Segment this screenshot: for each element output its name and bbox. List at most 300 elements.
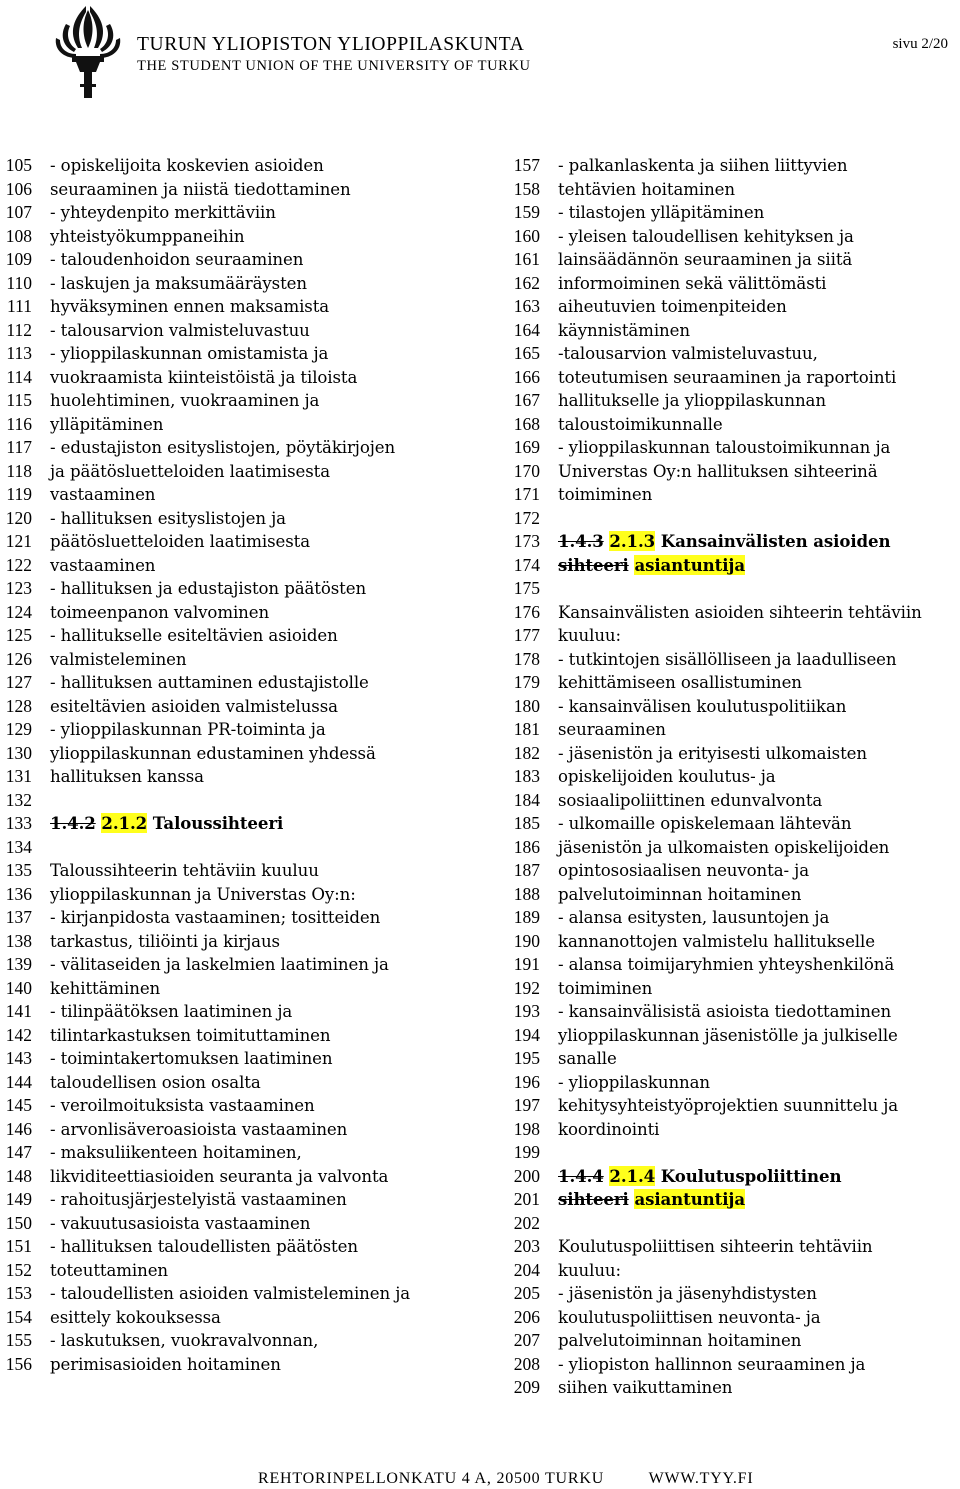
- text-line: [0, 1024, 480, 1048]
- line-number: 156: [5, 1353, 32, 1374]
- line-content: - tilinpäätöksen laatiminen ja: [50, 1002, 293, 1021]
- text-line: [0, 248, 480, 272]
- line-number: 130: [5, 742, 32, 763]
- line-number: 128: [5, 695, 32, 716]
- line-text: [558, 225, 854, 249]
- line-text: [558, 906, 829, 930]
- line-text: [50, 648, 186, 672]
- text-line: [0, 765, 480, 789]
- text-line: [0, 1165, 480, 1189]
- line-content: kannanottojen valmistelu hallitukselle: [558, 931, 875, 951]
- section-heading: [558, 554, 745, 578]
- line-text: [50, 1047, 332, 1071]
- text-line: [0, 1000, 480, 1024]
- line-number: 139: [5, 954, 32, 974]
- line-content: - taloudenhoidon seuraaminen: [50, 250, 304, 269]
- line-number: 163: [513, 296, 540, 316]
- line-number: 138: [5, 930, 32, 951]
- text-line: [490, 295, 960, 319]
- text-line: [0, 648, 480, 672]
- line-text: [558, 154, 848, 178]
- line-number: 146: [5, 1118, 32, 1139]
- line-number: 195: [513, 1048, 540, 1068]
- line-number: 105: [5, 155, 32, 175]
- deleted-text: 1.4.3: [558, 531, 604, 551]
- line-text: [50, 577, 366, 601]
- line-content: toteuttaminen: [50, 1260, 169, 1280]
- text-line: [0, 1188, 480, 1212]
- text-line: [0, 413, 480, 437]
- line-text: [50, 248, 303, 272]
- line-text: [50, 554, 155, 578]
- text-line: [490, 319, 960, 343]
- line-number: 109: [5, 249, 32, 269]
- text-line: [0, 930, 480, 954]
- text-line: [490, 1353, 960, 1377]
- line-text: [50, 765, 204, 789]
- line-text: [558, 930, 875, 954]
- section-heading: [558, 1188, 745, 1212]
- line-content: - jäsenistön ja jäsenyhdistysten: [558, 1284, 817, 1303]
- line-number: 175: [513, 578, 540, 598]
- line-content: toteutumisen seuraaminen ja raportointi: [558, 367, 897, 387]
- text-line: [490, 178, 960, 202]
- line-text: [50, 1353, 281, 1377]
- inserted-highlight-text: 2.1.3: [609, 531, 656, 551]
- text-line: [0, 671, 480, 695]
- inserted-highlight-text: 2.1.2: [101, 813, 148, 833]
- line-content: hallituksen kanssa: [50, 767, 204, 786]
- line-content: - ylioppilaskunnan PR-toiminta ja: [50, 720, 326, 739]
- line-number: 127: [5, 672, 32, 692]
- line-content: - toimintakertomuksen laatiminen: [50, 1049, 333, 1068]
- line-text: [50, 1000, 292, 1024]
- text-line: [0, 742, 480, 766]
- text-line: [490, 225, 960, 249]
- line-content: kehittäminen: [50, 978, 161, 998]
- line-text: [558, 389, 826, 413]
- line-text: [50, 742, 376, 766]
- text-line: [0, 1212, 480, 1236]
- line-number: 134: [5, 836, 32, 857]
- text-line: [490, 154, 960, 178]
- text-line: [490, 601, 960, 625]
- line-number: 151: [5, 1236, 32, 1256]
- text-line: [0, 201, 480, 225]
- line-content: - tilastojen ylläpitäminen: [558, 203, 765, 222]
- line-number: 125: [5, 625, 32, 645]
- section-heading: [558, 530, 890, 554]
- line-number: 136: [5, 883, 32, 904]
- line-text: [558, 695, 846, 719]
- line-number: 111: [7, 296, 32, 316]
- text-line: [0, 389, 480, 413]
- line-text: [558, 1000, 891, 1024]
- line-number: 186: [513, 836, 540, 857]
- line-text: [50, 225, 244, 249]
- line-content: seuraaminen ja niistä tiedottaminen: [50, 179, 351, 199]
- line-number: 114: [6, 366, 32, 387]
- text-line: [0, 977, 480, 1001]
- line-content: palvelutoiminnan hoitaminen: [558, 1331, 802, 1350]
- line-text: [50, 671, 369, 695]
- line-number: 192: [513, 977, 540, 998]
- text-line: [0, 530, 480, 554]
- line-number: 203: [513, 1236, 540, 1256]
- line-content: kehittämiseen osallistuminen: [558, 673, 802, 692]
- deleted-text: 1.4.2: [50, 813, 96, 833]
- line-content: vastaaminen: [50, 555, 156, 575]
- line-text: [558, 836, 889, 860]
- text-line: [490, 1329, 960, 1353]
- line-text: [50, 460, 330, 484]
- line-text: [558, 624, 621, 648]
- text-line: [490, 695, 960, 719]
- line-text: [558, 1282, 817, 1306]
- line-number: 191: [513, 954, 540, 974]
- text-line: [0, 225, 480, 249]
- line-content: ylioppilaskunnan edustaminen yhdessä: [50, 743, 376, 763]
- org-name-finnish: TURUN YLIOPISTON YLIOPPILASKUNTA: [137, 34, 525, 55]
- text-line: [490, 906, 960, 930]
- line-number: 121: [5, 531, 32, 551]
- text-line: [0, 1071, 480, 1095]
- line-content: - laskujen ja maksumääräysten: [50, 273, 307, 293]
- line-content: esiteltävien asioiden valmistelussa: [50, 696, 338, 716]
- line-number: 122: [5, 554, 32, 575]
- line-text: [558, 648, 897, 672]
- line-content: - ulkomaille opiskelemaan lähtevän: [558, 814, 852, 833]
- line-number: 197: [513, 1095, 540, 1115]
- line-number: 202: [513, 1212, 540, 1233]
- line-content: käynnistäminen: [558, 320, 690, 340]
- line-text: [50, 1165, 388, 1189]
- line-content: ylläpitäminen: [50, 414, 164, 434]
- text-line: [490, 460, 960, 484]
- line-content: esittely kokouksessa: [50, 1307, 221, 1327]
- line-number: 145: [5, 1095, 32, 1115]
- line-number: 160: [513, 225, 540, 246]
- line-number: 162: [513, 272, 540, 293]
- text-line: [490, 554, 960, 578]
- line-number: 206: [513, 1306, 540, 1327]
- line-text: [50, 883, 356, 907]
- line-content: palvelutoiminnan hoitaminen: [558, 884, 802, 904]
- deleted-text: sihteeri: [558, 554, 629, 575]
- line-content: - kansainvälisistä asioista tiedottaminen: [558, 1002, 892, 1021]
- line-content: - yliopiston hallinnon seuraaminen ja: [558, 1354, 866, 1374]
- torch-logo-icon: [52, 2, 124, 100]
- line-number: 147: [5, 1142, 32, 1162]
- line-number: 196: [513, 1071, 540, 1092]
- line-text: [50, 1024, 330, 1048]
- line-content: vuokraamista kiinteistöistä ja tiloista: [50, 367, 358, 387]
- line-text: [50, 1306, 221, 1330]
- line-text: [558, 789, 822, 813]
- line-number: 180: [513, 695, 540, 716]
- line-content: tarkastus, tiliöinti ja kirjaus: [50, 931, 280, 951]
- text-line: [0, 789, 480, 813]
- line-text: [50, 859, 319, 883]
- line-content: - yhteydenpito merkittäviin: [50, 203, 276, 222]
- text-line: [490, 1047, 960, 1071]
- line-content: ylioppilaskunnan jäsenistölle ja julkiselle: [558, 1025, 898, 1045]
- text-line: [490, 272, 960, 296]
- text-line: [0, 1259, 480, 1283]
- text-line: [0, 953, 480, 977]
- line-number: 184: [513, 789, 540, 810]
- line-text: [558, 718, 666, 742]
- text-line: [490, 765, 960, 789]
- text-line: [0, 1118, 480, 1142]
- text-line: [490, 1118, 960, 1142]
- line-text: [50, 977, 160, 1001]
- line-number: 183: [513, 766, 540, 786]
- line-content: - laskutuksen, vuokravalvonnan,: [50, 1331, 319, 1350]
- line-text: [558, 1024, 898, 1048]
- line-number: 198: [513, 1118, 540, 1139]
- line-content: aiheutuvien toimenpiteiden: [558, 297, 787, 316]
- line-content: - tutkintojen sisällölliseen ja laadulliseen: [558, 649, 897, 669]
- line-number: 123: [5, 578, 32, 598]
- line-number: 209: [513, 1377, 540, 1397]
- line-text: [50, 906, 380, 930]
- text-line: [490, 530, 960, 554]
- text-line: [490, 1282, 960, 1306]
- line-number: 140: [5, 977, 32, 998]
- line-content: - edustajiston esityslistojen, pöytäkirjojen: [50, 438, 396, 457]
- line-text: [50, 154, 324, 178]
- line-text: [50, 1329, 318, 1353]
- line-number: 176: [513, 601, 540, 622]
- line-text: [558, 601, 922, 625]
- line-text: [50, 178, 351, 202]
- line-content: toimiminen: [558, 485, 653, 504]
- text-line: [0, 1306, 480, 1330]
- line-number: 137: [5, 907, 32, 927]
- line-content: taloustoimikunnalle: [558, 414, 723, 434]
- line-number: 204: [513, 1259, 540, 1280]
- text-line: [490, 1188, 960, 1212]
- line-text: [558, 859, 809, 883]
- line-text: [558, 1047, 617, 1071]
- text-line: [490, 1024, 960, 1048]
- line-content: - jäsenistön ja erityisesti ulkomaisten: [558, 743, 867, 763]
- text-line: [490, 977, 960, 1001]
- line-text: [558, 1376, 732, 1400]
- line-content: opiskelijoiden koulutus- ja: [558, 767, 776, 786]
- line-content: - veroilmoituksista vastaaminen: [50, 1096, 315, 1115]
- line-text: [50, 1282, 410, 1306]
- line-text: [558, 201, 764, 225]
- text-line: [0, 859, 480, 883]
- line-number: 194: [513, 1024, 540, 1045]
- line-text: [558, 413, 723, 437]
- line-number: 181: [513, 719, 540, 739]
- line-text: [558, 1118, 659, 1142]
- line-content: valmisteleminen: [50, 649, 187, 669]
- line-number: 174: [513, 554, 540, 575]
- line-text: [558, 671, 802, 695]
- inserted-highlight-text: 2.1.4: [609, 1165, 656, 1186]
- page-number: sivu 2/20: [892, 36, 948, 52]
- section-heading: [558, 1165, 841, 1189]
- line-number: 141: [5, 1001, 32, 1021]
- line-number: 152: [5, 1259, 32, 1280]
- line-content: päätösluetteloiden laatimisesta: [50, 532, 310, 551]
- text-line: [0, 319, 480, 343]
- text-line: [490, 413, 960, 437]
- line-content: vastaaminen: [50, 485, 156, 504]
- line-number: 126: [5, 648, 32, 669]
- line-number: 164: [513, 319, 540, 340]
- line-number: 144: [5, 1071, 32, 1092]
- text-line: [490, 836, 960, 860]
- line-text: [50, 342, 328, 366]
- line-number: 131: [5, 766, 32, 786]
- line-text: [50, 930, 280, 954]
- line-number: 171: [513, 484, 540, 504]
- line-number: 190: [513, 930, 540, 951]
- text-line: [490, 1235, 960, 1259]
- line-number: 117: [6, 437, 32, 457]
- line-number: 178: [513, 648, 540, 669]
- line-number: 207: [513, 1330, 540, 1350]
- line-content: - arvonlisäveroasioista vastaaminen: [50, 1119, 348, 1139]
- line-number: 185: [513, 813, 540, 833]
- text-line: [490, 389, 960, 413]
- line-number: 177: [513, 625, 540, 645]
- text-line: [0, 460, 480, 484]
- text-line: [0, 1282, 480, 1306]
- line-content: - välitaseiden ja laskelmien laatiminen ja: [50, 955, 389, 974]
- line-text: [558, 436, 890, 460]
- line-text: [50, 366, 357, 390]
- text-line: [490, 1071, 960, 1095]
- text-line: [0, 718, 480, 742]
- line-content: kuuluu:: [558, 626, 622, 645]
- section-heading: [50, 812, 283, 836]
- line-text: [50, 1188, 347, 1212]
- text-line: [490, 1165, 960, 1189]
- line-content: Universtas Oy:n hallituksen sihteerinä: [558, 461, 878, 481]
- line-number: 169: [513, 437, 540, 457]
- line-content: Taloussihteerin tehtäviin kuuluu: [50, 861, 319, 880]
- line-number: 143: [5, 1048, 32, 1068]
- line-number: 201: [513, 1189, 540, 1209]
- line-content: - hallituksen taloudellisten päätösten: [50, 1237, 358, 1256]
- line-content: - talousarvion valmisteluvastuu: [50, 320, 310, 340]
- line-number: 150: [5, 1212, 32, 1233]
- page-header: [0, 0, 960, 110]
- line-text: [50, 319, 310, 343]
- line-content: - maksuliikenteen hoitaminen,: [50, 1143, 302, 1162]
- text-line: [490, 742, 960, 766]
- line-text: [50, 413, 163, 437]
- line-number: 113: [6, 343, 32, 363]
- text-line: [0, 272, 480, 296]
- line-text: [558, 366, 896, 390]
- line-content: taloudellisen osion osalta: [50, 1072, 261, 1092]
- line-content: - hallituksen ja edustajiston päätösten: [50, 579, 367, 598]
- line-text: [558, 1329, 801, 1353]
- text-line: [0, 624, 480, 648]
- line-number: 124: [5, 601, 32, 622]
- line-content: ja päätösluetteloiden laatimisesta: [50, 461, 330, 481]
- text-line: [0, 507, 480, 531]
- text-line: [0, 483, 480, 507]
- line-number: 119: [6, 484, 32, 504]
- line-text: [50, 295, 329, 319]
- text-line: [0, 1094, 480, 1118]
- line-number: 168: [513, 413, 540, 434]
- line-number: 142: [5, 1024, 32, 1045]
- line-content: Kansainvälisten asioiden: [655, 531, 891, 551]
- text-line: [0, 1353, 480, 1377]
- text-line: [490, 812, 960, 836]
- inserted-highlight-text: asiantuntija: [634, 554, 745, 575]
- line-text: [50, 1235, 358, 1259]
- line-text: [558, 460, 878, 484]
- line-content: - ylioppilaskunnan omistamista ja: [50, 344, 329, 363]
- line-content: perimisasioiden hoitaminen: [50, 1354, 281, 1374]
- line-content: siihen vaikuttaminen: [558, 1378, 733, 1397]
- line-content: - kansainvälisen koulutuspolitiikan: [558, 696, 847, 716]
- line-number: 132: [5, 789, 32, 810]
- line-content: -talousarvion valmisteluvastuu,: [558, 344, 818, 363]
- line-content: - alansa esitysten, lausuntojen ja: [558, 908, 830, 927]
- line-content: koulutuspoliittisen neuvonta- ja: [558, 1307, 821, 1327]
- line-number: 199: [513, 1142, 540, 1162]
- line-number: 189: [513, 907, 540, 927]
- text-line: [490, 789, 960, 813]
- line-number: 115: [6, 390, 32, 410]
- page-footer: [258, 1470, 793, 1488]
- line-content: kuuluu:: [558, 1260, 622, 1280]
- text-line: [490, 1212, 960, 1236]
- line-content: hyväksyminen ennen maksamista: [50, 297, 330, 316]
- footer-website[interactable]: WWW.TYY.FI: [648, 1470, 754, 1487]
- line-content: Taloussihteeri: [147, 813, 284, 833]
- line-number: 108: [5, 225, 32, 246]
- line-text: [558, 178, 735, 202]
- text-line: [0, 436, 480, 460]
- line-text: [558, 883, 801, 907]
- line-text: [50, 1118, 347, 1142]
- text-line: [490, 1259, 960, 1283]
- text-line: [490, 342, 960, 366]
- line-content: tilintarkastuksen toimituttaminen: [50, 1025, 331, 1045]
- line-number: 149: [5, 1189, 32, 1209]
- text-line: [490, 1306, 960, 1330]
- line-number: 155: [5, 1330, 32, 1350]
- line-number: 135: [5, 860, 32, 880]
- line-content: - hallituksen auttaminen edustajistolle: [50, 673, 369, 692]
- line-text: [558, 765, 776, 789]
- line-text: [558, 319, 690, 343]
- line-text: [50, 601, 269, 625]
- text-line: [0, 812, 480, 836]
- line-number: 188: [513, 883, 540, 904]
- line-content: tehtävien hoitaminen: [558, 179, 735, 199]
- line-text: [50, 436, 395, 460]
- line-number: 116: [6, 413, 32, 434]
- line-text: [50, 483, 155, 507]
- text-line: [490, 1000, 960, 1024]
- line-number: 129: [5, 719, 32, 739]
- line-content: Koulutuspoliittisen sihteerin tehtäviin: [558, 1237, 873, 1256]
- line-content: - vakuutusasioista vastaaminen: [50, 1213, 311, 1233]
